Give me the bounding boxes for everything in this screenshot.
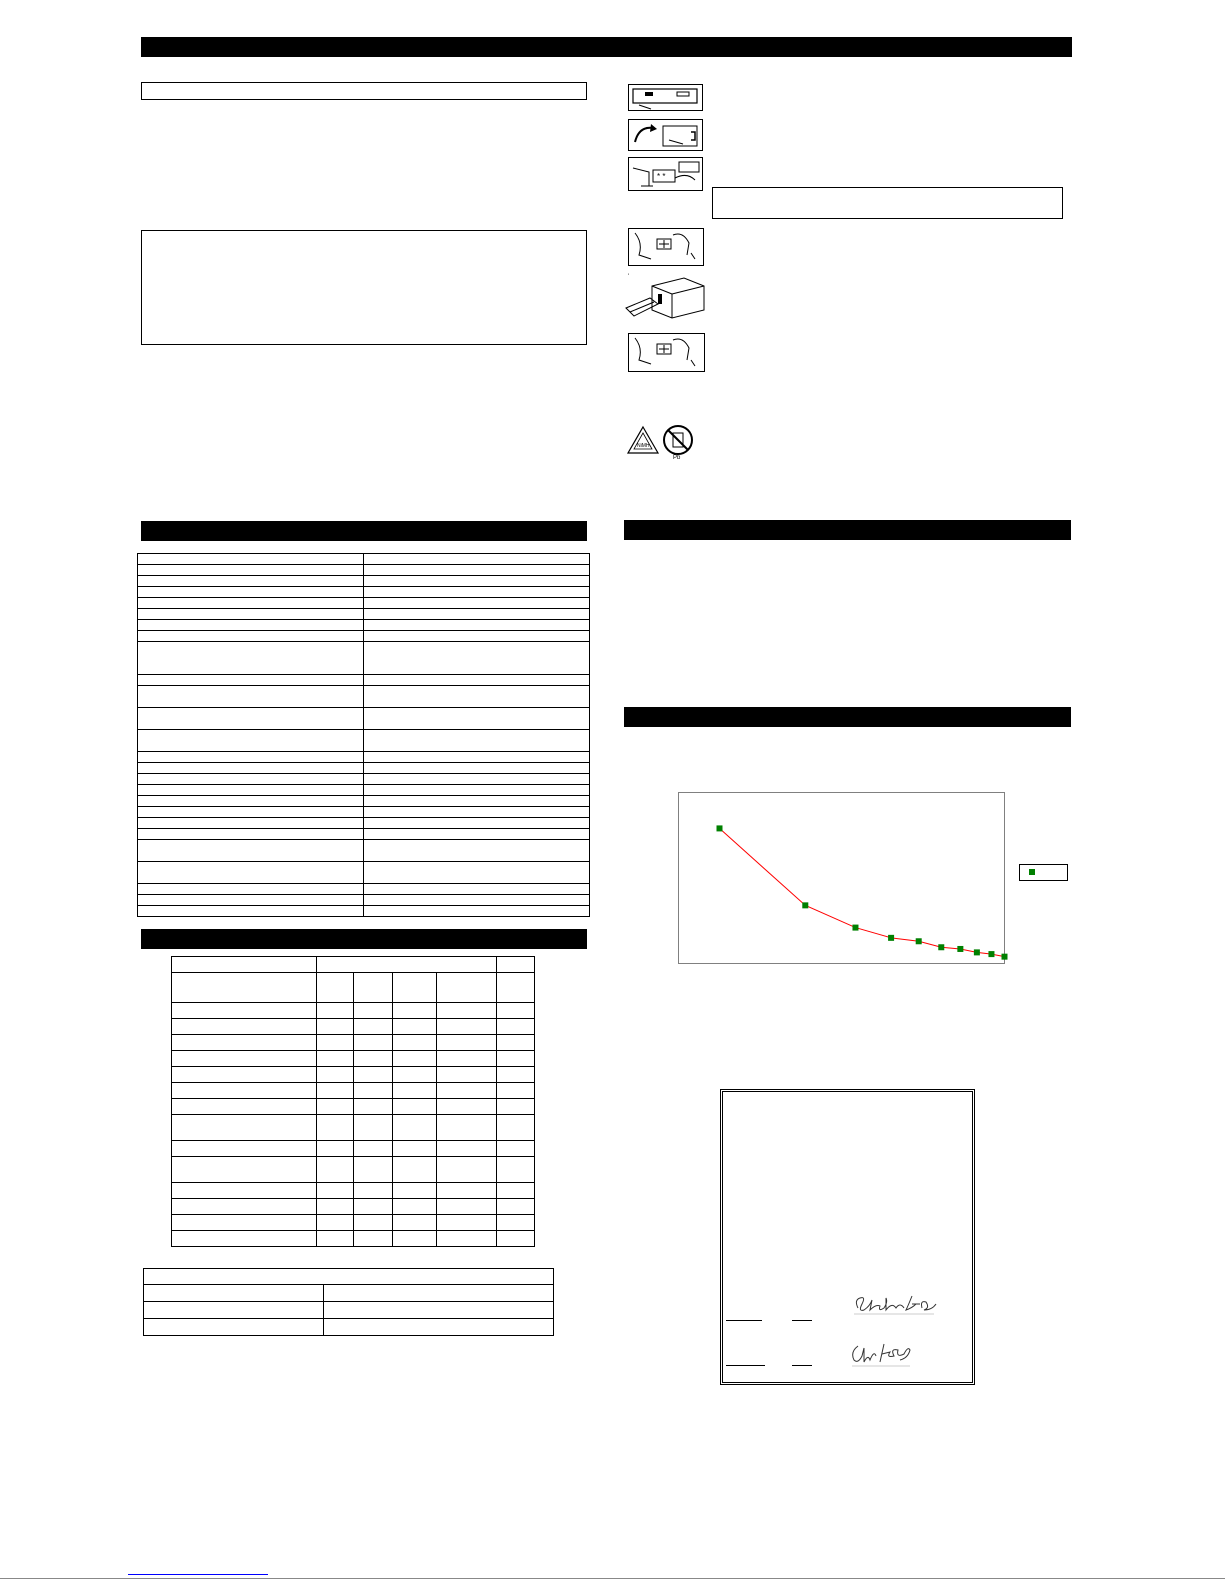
summary-row <box>144 1285 554 1302</box>
matrix-row <box>172 1157 535 1183</box>
summary-row <box>144 1319 554 1336</box>
spec-value-cell <box>363 763 590 774</box>
matrix-cell <box>354 1115 393 1141</box>
matrix-cell <box>172 1141 317 1157</box>
matrix-row <box>172 1215 535 1231</box>
spec-label-cell <box>138 785 364 796</box>
chart-legend <box>1019 864 1068 881</box>
matrix-cell <box>354 1051 393 1067</box>
drive-tray-illustration <box>628 84 703 111</box>
spec-value-cell <box>363 807 590 818</box>
matrix-cell <box>437 1199 497 1215</box>
matrix-cell <box>354 1035 393 1051</box>
matrix-cell <box>437 1141 497 1157</box>
summary-label-cell <box>144 1319 324 1336</box>
spec-row <box>138 774 590 785</box>
signature-2-image <box>848 1338 914 1370</box>
matrix-cell <box>316 1099 354 1115</box>
spec-label-cell <box>138 598 364 609</box>
spec-row <box>138 554 590 565</box>
matrix-row <box>172 1083 535 1099</box>
spec-row <box>138 862 590 884</box>
matrix-cell <box>437 1157 497 1183</box>
specifications-table <box>137 553 590 917</box>
spec-label-cell <box>138 554 364 565</box>
data-point <box>957 946 963 952</box>
matrix-cell <box>437 1099 497 1115</box>
data-point <box>852 925 858 931</box>
matrix-cell <box>316 1067 354 1083</box>
matrix-cell <box>354 1067 393 1083</box>
matrix-cell <box>172 1083 317 1099</box>
matrix-cell <box>497 1157 535 1183</box>
matrix-cell <box>497 1231 535 1247</box>
matrix-cell <box>393 1003 437 1019</box>
matrix-cell <box>393 1231 437 1247</box>
matrix-cell <box>172 1231 317 1247</box>
spec-row <box>138 730 590 752</box>
spec-label-cell <box>138 774 364 785</box>
spec-row <box>138 609 590 620</box>
matrix-cell <box>393 1099 437 1115</box>
spec-label-cell <box>138 675 364 686</box>
signature-1-image <box>850 1290 938 1318</box>
matrix-cell <box>354 1231 393 1247</box>
matrix-cell <box>497 1083 535 1099</box>
spec-label-cell <box>138 829 364 840</box>
matrix-cell <box>172 1183 317 1199</box>
summary-table <box>143 1268 554 1336</box>
spec-value-cell <box>363 642 590 675</box>
recycle-icon <box>626 425 660 457</box>
matrix-cell <box>437 1003 497 1019</box>
matrix-cell <box>354 1199 393 1215</box>
spec-value-cell <box>363 884 590 895</box>
matrix-row <box>172 1141 535 1157</box>
matrix-cell <box>393 1067 437 1083</box>
matrix-cell <box>393 1199 437 1215</box>
second-section-header <box>141 929 587 949</box>
matrix-row <box>172 1035 535 1051</box>
matrix-cell <box>393 1215 437 1231</box>
spec-label-cell <box>138 620 364 631</box>
spec-row <box>138 565 590 576</box>
matrix-row <box>172 1019 535 1035</box>
spec-value-cell <box>363 906 590 917</box>
spec-row <box>138 598 590 609</box>
matrix-cell <box>172 1067 317 1083</box>
spec-value-cell <box>363 686 590 708</box>
no-lead-icon <box>662 424 694 464</box>
spec-value-cell <box>363 785 590 796</box>
matrix-cell <box>172 1019 317 1035</box>
matrix-cell <box>497 1115 535 1141</box>
spec-label-cell <box>138 631 364 642</box>
spec-row <box>138 752 590 763</box>
svg-text:NiMH: NiMH <box>637 443 650 449</box>
data-point <box>888 935 894 941</box>
matrix-cell <box>497 1051 535 1067</box>
matrix-cell <box>497 973 535 1003</box>
summary-value-cell <box>323 1319 553 1336</box>
discharge-chart <box>674 788 1014 970</box>
data-point <box>974 949 980 955</box>
spec-label-cell <box>138 884 364 895</box>
polarity-confirm-illustration <box>628 333 705 372</box>
matrix-cell <box>393 1051 437 1067</box>
matrix-cell <box>497 1019 535 1035</box>
spec-label-cell <box>138 609 364 620</box>
right-section-header-2 <box>624 707 1071 727</box>
matrix-header-cell <box>172 957 317 973</box>
spec-label-cell <box>138 895 364 906</box>
data-point <box>1002 954 1008 960</box>
matrix-cell <box>316 1035 354 1051</box>
spec-value-cell <box>363 840 590 862</box>
matrix-cell <box>316 1003 354 1019</box>
notice-box <box>141 230 587 345</box>
matrix-cell <box>437 1051 497 1067</box>
matrix-cell <box>316 973 354 1003</box>
spec-row <box>138 906 590 917</box>
matrix-cell <box>497 1199 535 1215</box>
spec-value-cell <box>363 829 590 840</box>
battery-pack-slide-illustration <box>624 272 708 324</box>
matrix-cell <box>354 1083 393 1099</box>
title-line-2 <box>792 1365 812 1366</box>
matrix-row <box>172 1099 535 1115</box>
matrix-cell <box>354 1215 393 1231</box>
matrix-cell <box>316 1019 354 1035</box>
summary-label-cell <box>144 1302 324 1319</box>
chart-plot-area <box>679 793 1005 964</box>
matrix-cell <box>393 1035 437 1051</box>
spec-value-cell <box>363 818 590 829</box>
spec-value-cell <box>363 631 590 642</box>
matrix-cell <box>497 1035 535 1051</box>
terminal-connect-illustration <box>628 157 703 191</box>
matrix-cell <box>316 1141 354 1157</box>
matrix-row <box>172 1199 535 1215</box>
intro-box <box>141 82 587 100</box>
matrix-cell <box>316 1231 354 1247</box>
spec-row <box>138 895 590 906</box>
spec-value-cell <box>363 675 590 686</box>
summary-value-cell <box>323 1285 553 1302</box>
matrix-row <box>172 973 535 1003</box>
matrix-cell <box>316 1215 354 1231</box>
spec-value-cell <box>363 774 590 785</box>
spec-label-cell <box>138 565 364 576</box>
spec-row <box>138 807 590 818</box>
summary-title-cell <box>144 1269 554 1285</box>
summary-title-row <box>144 1269 554 1285</box>
footer-link-underline[interactable] <box>128 1574 268 1575</box>
spec-row <box>138 785 590 796</box>
spec-row <box>138 631 590 642</box>
matrix-row <box>172 1115 535 1141</box>
matrix-cell <box>172 1051 317 1067</box>
data-point <box>988 951 994 957</box>
matrix-cell <box>437 1083 497 1099</box>
matrix-cell <box>172 1215 317 1231</box>
matrix-cell <box>172 1115 317 1141</box>
matrix-cell <box>354 1183 393 1199</box>
no-lead-label: Pb <box>673 455 681 461</box>
data-point <box>717 825 723 831</box>
summary-label-cell <box>144 1285 324 1302</box>
matrix-row <box>172 1067 535 1083</box>
spec-value-cell <box>363 554 590 565</box>
date-line-1 <box>726 1320 762 1321</box>
spec-label-cell <box>138 796 364 807</box>
svg-text:': ' <box>628 274 630 280</box>
matrix-cell <box>354 1141 393 1157</box>
spec-value-cell <box>363 576 590 587</box>
matrix-cell <box>316 1051 354 1067</box>
spec-row <box>138 884 590 895</box>
matrix-row <box>172 1003 535 1019</box>
spec-label-cell <box>138 862 364 884</box>
spec-label-cell <box>138 840 364 862</box>
matrix-cell <box>437 1067 497 1083</box>
matrix-cell <box>497 1215 535 1231</box>
matrix-cell <box>393 1115 437 1141</box>
spec-value-cell <box>363 565 590 576</box>
spec-value-cell <box>363 730 590 752</box>
spec-value-cell <box>363 587 590 598</box>
spec-value-cell <box>363 796 590 807</box>
date-line-2 <box>726 1365 765 1366</box>
spec-row <box>138 587 590 598</box>
spec-row <box>138 576 590 587</box>
matrix-cell <box>437 1115 497 1141</box>
data-point <box>938 944 944 950</box>
spec-row <box>138 708 590 730</box>
matrix-cell <box>437 1215 497 1231</box>
spec-label-cell <box>138 752 364 763</box>
summary-value-cell <box>323 1302 553 1319</box>
matrix-cell <box>172 1099 317 1115</box>
matrix-row <box>172 1183 535 1199</box>
matrix-cell <box>497 1141 535 1157</box>
spec-row <box>138 829 590 840</box>
matrix-header-row <box>172 957 535 973</box>
spec-row <box>138 818 590 829</box>
matrix-header-cell <box>316 957 496 973</box>
specifications-header <box>141 521 587 541</box>
matrix-cell <box>497 1067 535 1083</box>
matrix-cell <box>437 1183 497 1199</box>
step-note-box <box>712 187 1063 219</box>
spec-row <box>138 686 590 708</box>
matrix-cell <box>354 1157 393 1183</box>
polarity-check-illustration <box>628 228 704 266</box>
matrix-cell <box>354 1099 393 1115</box>
matrix-cell <box>172 1003 317 1019</box>
summary-row <box>144 1302 554 1319</box>
spec-label-cell <box>138 730 364 752</box>
matrix-cell <box>393 1019 437 1035</box>
matrix-cell <box>316 1157 354 1183</box>
matrix-cell <box>316 1199 354 1215</box>
matrix-header-cell <box>497 957 535 973</box>
spec-row <box>138 620 590 631</box>
spec-row <box>138 796 590 807</box>
matrix-cell <box>497 1183 535 1199</box>
battery-insert-illustration <box>628 119 703 151</box>
top-title-bar <box>141 37 1072 57</box>
compatibility-matrix-table <box>171 956 535 1247</box>
spec-label-cell <box>138 708 364 730</box>
matrix-cell <box>172 1035 317 1051</box>
spec-value-cell <box>363 598 590 609</box>
matrix-cell <box>393 973 437 1003</box>
matrix-cell <box>354 1019 393 1035</box>
matrix-cell <box>437 1035 497 1051</box>
matrix-cell <box>393 1083 437 1099</box>
matrix-cell <box>497 1003 535 1019</box>
matrix-cell <box>497 1099 535 1115</box>
spec-label-cell <box>138 807 364 818</box>
spec-value-cell <box>363 708 590 730</box>
matrix-cell <box>437 973 497 1003</box>
title-line-1 <box>792 1320 812 1321</box>
spec-label-cell <box>138 576 364 587</box>
footer-divider <box>0 1578 1225 1579</box>
spec-label-cell <box>138 763 364 774</box>
matrix-cell <box>316 1083 354 1099</box>
spec-label-cell <box>138 818 364 829</box>
matrix-cell <box>316 1183 354 1199</box>
matrix-cell <box>437 1019 497 1035</box>
matrix-cell <box>354 973 393 1003</box>
spec-label-cell <box>138 587 364 598</box>
matrix-cell <box>354 1003 393 1019</box>
spec-row <box>138 642 590 675</box>
right-section-header-1 <box>624 520 1071 540</box>
spec-row <box>138 675 590 686</box>
spec-value-cell <box>363 609 590 620</box>
matrix-cell <box>172 973 317 1003</box>
spec-value-cell <box>363 752 590 763</box>
spec-label-cell <box>138 642 364 675</box>
matrix-row <box>172 1051 535 1067</box>
spec-row <box>138 840 590 862</box>
legend-marker <box>1029 869 1035 875</box>
spec-value-cell <box>363 895 590 906</box>
matrix-cell <box>393 1183 437 1199</box>
spec-value-cell <box>363 862 590 884</box>
matrix-cell <box>172 1157 317 1183</box>
spec-label-cell <box>138 686 364 708</box>
matrix-row <box>172 1231 535 1247</box>
data-point <box>802 902 808 908</box>
spec-label-cell <box>138 906 364 917</box>
matrix-cell <box>316 1115 354 1141</box>
spec-value-cell <box>363 620 590 631</box>
data-point <box>916 938 922 944</box>
matrix-cell <box>172 1199 317 1215</box>
matrix-cell <box>393 1141 437 1157</box>
svg-text:* *: * * <box>657 172 666 181</box>
matrix-cell <box>437 1231 497 1247</box>
matrix-cell <box>393 1157 437 1183</box>
spec-row <box>138 763 590 774</box>
